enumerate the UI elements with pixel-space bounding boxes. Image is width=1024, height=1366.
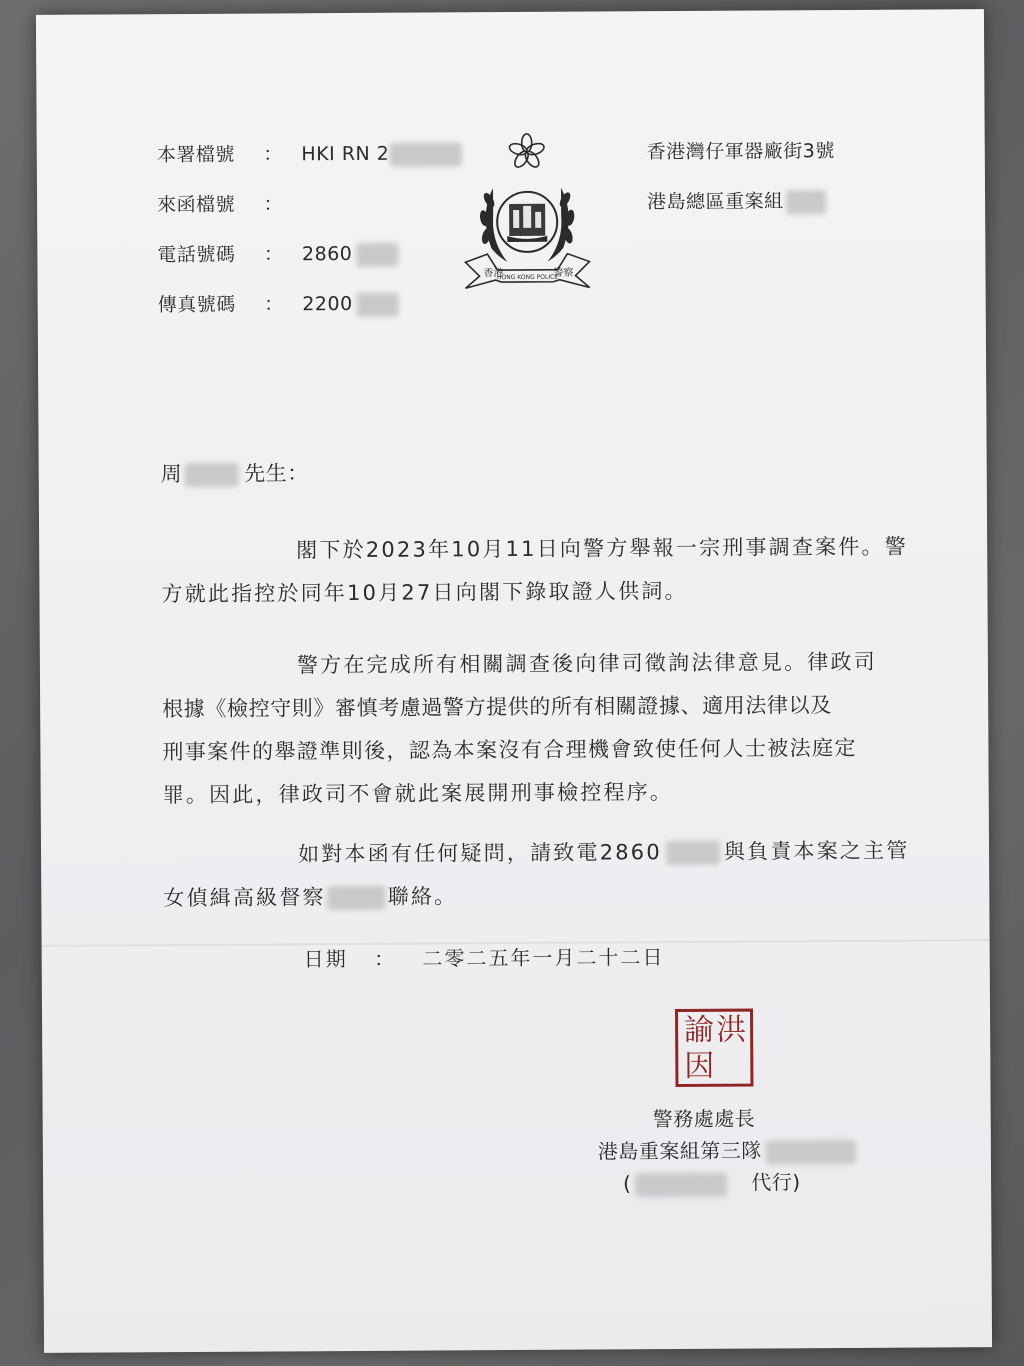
paragraph-2-line-3: 刑事案件的舉證準則後，認為本案沒有合理機會致使任何人士被法庭定: [162, 735, 857, 765]
seal-char-1: 洪: [716, 1012, 747, 1048]
date-label: 日期: [303, 947, 348, 972]
hong-kong-police-emblem-icon: [457, 129, 598, 295]
your-ref-separator: ：: [263, 193, 284, 216]
your-ref-row: [157, 189, 283, 217]
signature-open-paren: (: [622, 1171, 632, 1196]
date-row: [304, 941, 665, 972]
paragraph-1-line-1: 閣下於2023年10月11日向警方舉報一宗刑事調查案件。警: [296, 534, 908, 563]
paragraph-3-line-1-end: 與負責本案之主管: [723, 838, 910, 864]
salutation-title: 先生：: [244, 461, 309, 486]
redaction-blur: [666, 841, 720, 865]
emblem-right-text: 警察: [553, 267, 574, 279]
fax-value: 2200: [302, 292, 353, 316]
paragraph-3-line-2: [163, 875, 457, 920]
paragraph-3-line-1-start: 如對本函有任何疑問，請致電2860: [297, 840, 662, 867]
signature-acting: 代行): [751, 1170, 801, 1195]
our-ref-value: HKI RN 2: [301, 142, 390, 166]
fax-row: [158, 289, 399, 318]
signature-acting-row: [623, 1166, 801, 1197]
tel-label: 電話號碼: [157, 243, 236, 267]
address-line-2: 港島總區重案組: [647, 190, 784, 214]
tel-value: 2860: [301, 242, 353, 266]
redaction-blur: [184, 463, 238, 487]
redaction-blur: [389, 142, 461, 166]
signature-unit-row: [598, 1134, 856, 1165]
tel-row: [157, 239, 398, 268]
paragraph-3-line-1: [298, 830, 910, 877]
paragraph-1-line-2: 方就此指控於同年10月27日向閣下錄取證人供詞。: [161, 578, 688, 607]
paragraph-2-line-4: 罪。因此，律政司不會就此案展開刑事檢控程序。: [162, 780, 674, 808]
salutation: [161, 457, 309, 488]
date-separator: ：: [373, 946, 397, 971]
redaction-blur: [356, 242, 398, 266]
redaction-blur: [635, 1172, 727, 1197]
redaction-blur: [786, 190, 826, 214]
salutation-surname: 周: [160, 462, 183, 487]
address-line-1: 香港灣仔軍器廠街3號: [646, 140, 835, 164]
redaction-blur: [357, 292, 399, 316]
letter-paper: [36, 9, 992, 1353]
your-ref-label: 來函檔號: [157, 193, 236, 217]
fax-label: 傳真號碼: [157, 293, 236, 317]
seal-char-2: 諭: [684, 1012, 715, 1048]
redaction-blur: [328, 886, 386, 910]
date-value: 二零二五年一月二十二日: [422, 945, 665, 971]
our-ref-separator: ：: [263, 143, 283, 166]
our-ref-row: [157, 138, 462, 167]
red-seal-stamp: [675, 1009, 753, 1087]
fax-separator: ：: [264, 293, 284, 316]
our-ref-label: 本署檔號: [156, 143, 235, 167]
paragraph-2-line-2: 根據《檢控守則》審慎考慮過警方提供的所有相關證據、適用法律以及: [162, 693, 832, 722]
emblem-ribbon-text: HONG KONG POLICE: [496, 273, 559, 282]
seal-char-3: 因: [684, 1048, 715, 1084]
signature-title: 警務處處長: [652, 1106, 756, 1132]
signature-unit: 港島重案組第三隊: [597, 1138, 762, 1164]
address-line-2-row: [647, 186, 826, 215]
emblem-left-text: 香港: [483, 268, 504, 280]
paragraph-3-line-2-end: 聯絡。: [387, 884, 458, 909]
paragraph-3-line-2-start: 女偵緝高級督察: [163, 885, 326, 911]
tel-separator: ：: [263, 243, 284, 266]
redaction-blur: [766, 1139, 856, 1164]
paragraph-2-line-1: 警方在完成所有相關調查後向律司徵詢法律意見。律政司: [296, 649, 877, 678]
